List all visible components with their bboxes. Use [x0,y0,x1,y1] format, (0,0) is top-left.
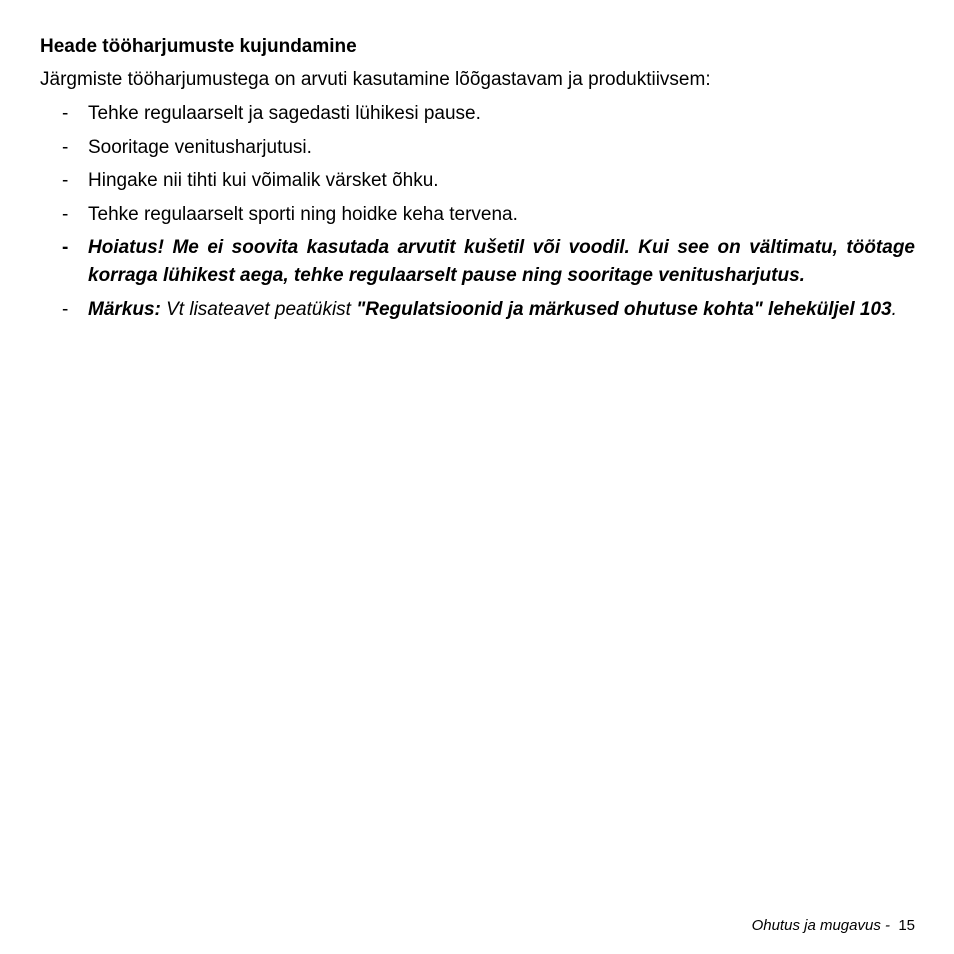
intro-paragraph: Järgmiste tööharjumustega on arvuti kasutamine lõõgastavam ja produktiivsem: [40,69,711,90]
section-heading: Heade tööharjumuste kujundamine [40,36,357,57]
note-item [40,296,915,324]
footer-section-title: Ohutus ja mugavus - [751,917,899,934]
list-item-text: Sooritage venitusharjutusi. [88,136,312,158]
list-marker: - [62,103,69,124]
list-item [40,167,915,195]
note-label: Märkus: [88,298,161,320]
list-item-text: Tehke regulaarselt ja sagedasti lühikesi pause. [88,103,481,124]
list-item-text: Hingake nii tihti kui võimalik värsket õhku. [88,170,439,191]
list-marker: - [62,298,69,320]
note-end: . [891,298,897,320]
list-marker: - [62,237,69,258]
list-marker: - [62,136,69,158]
list-item [40,134,915,162]
note-reference-link[interactable]: "Regulatsioonid ja märkused ohutuse kohta" leheküljel 103 [356,298,892,320]
list-item [40,100,915,128]
page-number: 15 [898,917,915,934]
list-marker: - [62,203,69,225]
warning-item [40,234,915,290]
list-item [40,201,915,229]
warning-text: Hoiatus! Me ei soovita kasutada arvutit kušetil või voodil. Kui see on vältimatu, töötage korraga lühikest aega, tehke regulaarselt pause ning sooritage venitusharjutus. [88,237,915,286]
list-marker: - [62,170,69,191]
page-footer [752,917,915,935]
list-item-text: Tehke regulaarselt sporti ning hoidke keha tervena. [88,203,518,225]
note-text: Vt lisateavet peatükist [160,298,357,320]
tips-list [40,100,915,329]
